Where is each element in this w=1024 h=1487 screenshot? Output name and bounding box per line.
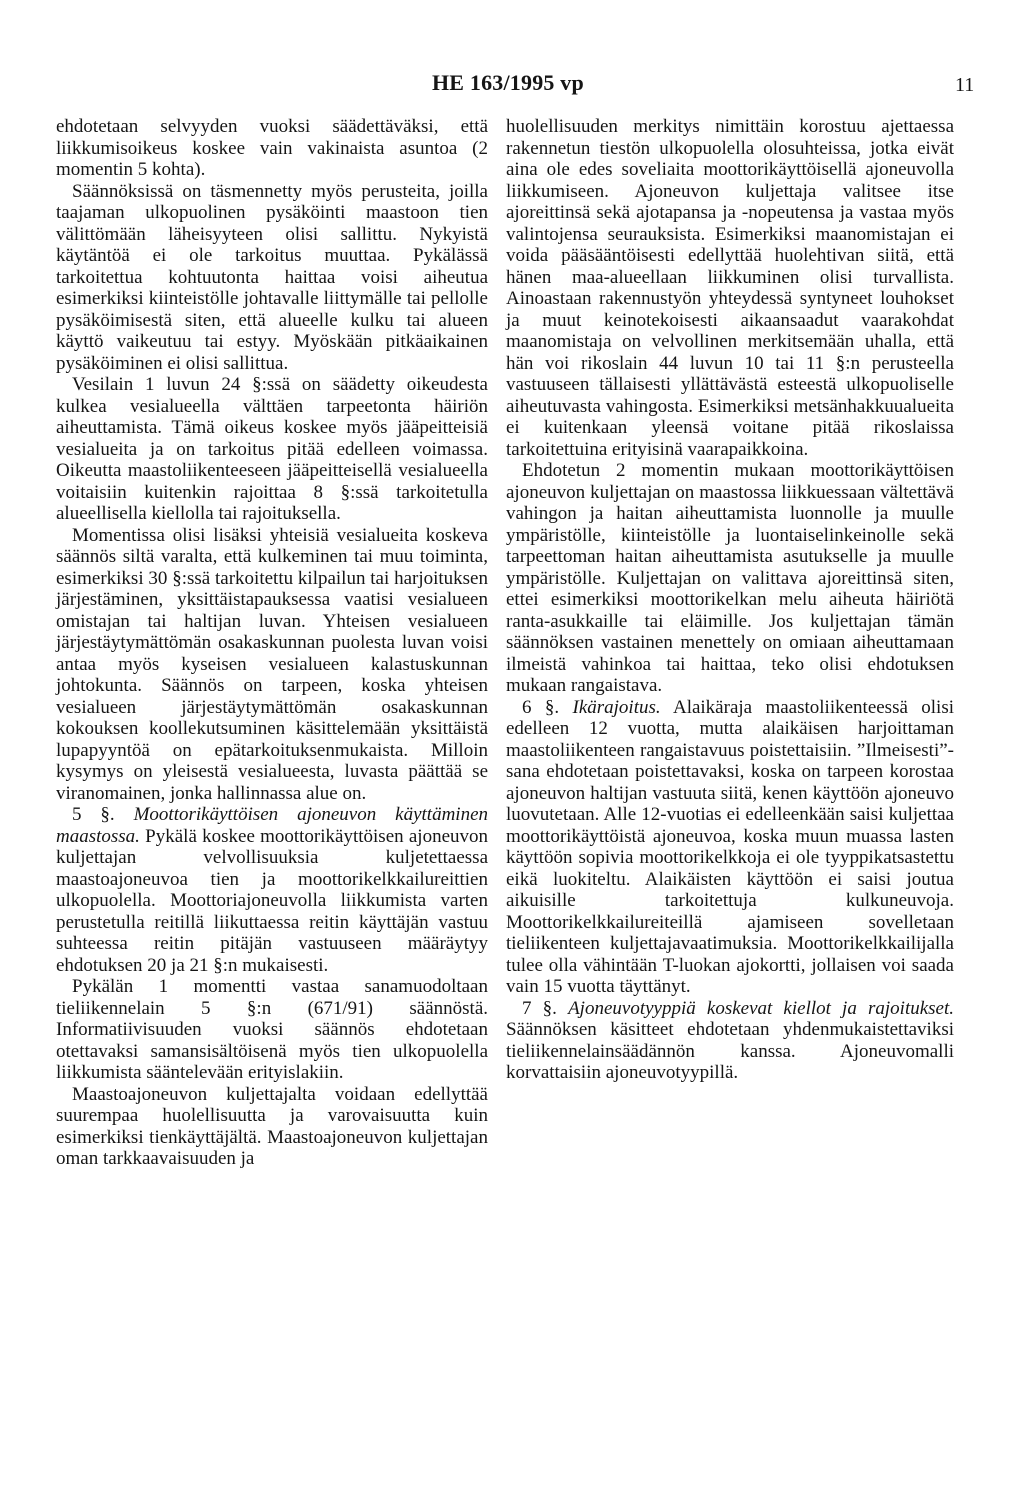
paragraph: ehdotetaan selvyyden vuoksi säädettäväksi, että liikkumisoikeus koskee vain vakinaista asuntoa (2 momentin 5 kohta).: [56, 116, 488, 180]
section-paragraph: [506, 697, 954, 998]
section-number: 5 §.: [72, 804, 115, 825]
section-text: Alaikäraja maastoliikenteessä olisi edelleen 12 vuotta, mutta alaikäisen harjoittaman maastoliikenteen rangaistavuus poistettaisiin. ”Ilmeisesti”-sana ehdotetaan poistettavaksi, koska on tarpeen korostaa ajoneuvon haltijan vastuuta siitä, kenen käyttöön ajoneuvo luovutetaan. Alle 12-vuotias ei edelleenkään saisi kuljettaa moottorikäyttöistä ajoneuvoa, koska muun muassa lasten käyttöön sopivia moottorikelkkoja ei ole tyyppikatsastettu eikä luokiteltu. Alaikäisten käyttöön ei saisi joutua aikuisille tarkoitettuja kulkuneuvoja. Moottorikelkkailureiteillä ajamiseen sovelletaan tieliikenteen kuljettajavaatimuksia. Moottorikelkkailijalla tulee olla vähintään T-luokan ajokortti, jollaisen voi saada vain 15 vuotta täyttänyt.: [506, 696, 955, 997]
section-paragraph: [506, 998, 954, 1084]
paragraph: Säännöksissä on täsmennetty myös perusteita, joilla taajaman ulkopuolinen pysäköinti maastoon tien välittömään läheisyyteen olisi sallittu. Nykyistä käytäntöä ei ole tarkoitus muuttaa. Pykälässä tarkoitettua kohtuutonta haittaa voisi aiheutua esimerkiksi kiinteistölle johtavalle liittymälle tai pellolle pysäköimisestä siten, että alueelle kulku tai alueen käyttö vaikeutuu tai estyy. Myöskään pitkäaikainen pysäköiminen ei olisi sallittua.: [56, 180, 488, 374]
section-number: 7 §.: [522, 997, 557, 1019]
section-paragraph: [56, 804, 488, 976]
paragraph: huolellisuuden merkitys nimittäin korostuu ajettaessa rakennetun tiestön ulkopuolella olosuhteissa, jotka eivät aina ole edes soveliaita moottorikäyttöisellä ajoneuvolla liikkumiseen. Ajoneuvon kuljettaja valitsee itse ajoreittinsä sekä ajotapansa ja -nopeutensa ja vastaa myös valintojensa seurauksista. Esimerkiksi maanomistajan ei voida pääsääntöisesti edellyttää huolehtivan siitä, että hänen maa-alueellaan liikkuminen olisi turvallista. Ainoastaan rakennustyön yhteydessä syntyneet louhokset ja muut keinotekoisesti aikaansaadut vaarakohdat maanomistaja on velvollinen merkitsemään uhalla, että hän voi rikoslain 44 luvun 10 tai 11 §:n perusteella vastuuseen tällaisesti yllättävästä esteestä ulkopuoliselle aiheutuvasta vahingosta. Esimerkiksi metsänhakkuualueita ei kuitenkaan yleensä voitane pitää rikoslaissa tarkoitettuina erityisinä vaarapaikkoina.: [506, 116, 954, 460]
paragraph: Vesilain 1 luvun 24 §:ssä on säädetty oikeudesta kulkea vesialueella välttäen tarpeetonta häiriön aiheuttamista. Tämä oikeus koskee myös jääpeitteisiä vesialueita ja on tarkoitus pitää edelleen voimassa. Oikeutta maastoliikenteeseen jääpeitteisellä vesialueella voitaisiin kuitenkin rajoittaa 8 §:ssä tarkoitetulla alueellisella kiellolla tai rajoituksella.: [56, 374, 488, 524]
paragraph: Ehdotetun 2 momentin mukaan moottorikäyttöisen ajoneuvon kuljettajan on maastossa liikkuessaan vältettävä vahingon ja haitan aiheuttamista luonnolle ja muulle ympäristölle, kiinteistölle ja luontaiselinkeinolle sekä tarpeettoman haitan aiheuttamista asutukselle ja muulle ympäristölle. Kuljettajan on valittava ajoreittinsä siten, ettei esimerkiksi moottorikelkan melu aiheuta häiriötä ranta-asukkaille tai eläimille. Jos kuljettajan tämän säännöksen vastainen menettely on omiaan aiheuttamaan ilmeistä vahinkoa tai haittaa, teko olisi ehdotuksen mukaan rangaistava.: [506, 460, 954, 696]
paragraph: Momentissa olisi lisäksi yhteisiä vesialueita koskeva säännös siltä varalta, että kulkeminen tai muu toiminta, esimerkiksi 30 §:ssä tarkoitettu kilpailun tai harjoituksen järjestäminen, yksittäistapauksessa vaatisi vesialueen omistajan tai haltijan luvan. Yhteisen vesialueen järjestäytymättömän osakaskunnan puolesta luvan voisi antaa myös kyseisen vesialueen kalastuskunnan johtokunta. Säännös on tarpeen, koska yhteisen vesialueen järjestäytymättömän osakaskunnan kokouksen koollekutsuminen käsittelemään yksittäistä lupapyyntöä on epätarkoituksenmukaista. Milloin kysymys on yleisestä vesialueesta, luvasta päättää se viranomainen, jonka hallinnassa alue on.: [56, 524, 488, 804]
section-text: Pykälä koskee moottorikäyttöisen ajoneuvon kuljettajan velvollisuuksia kuljetettaessa maastoajoneuvoa tien ja moottorikelkkailureittien ulkopuolella. Moottoriajoneuvolla liikkumista varten perustetulla reitillä liikuttaessa reitin käyttäjän vastuu suhteessa reitin pitäjän vastuuseen määräytyy ehdotuksen 20 ja 21 §:n mukaisesti.: [56, 825, 489, 976]
section-number: 6 §.: [522, 696, 560, 718]
paragraph: Pykälän 1 momentti vastaa sanamuodoltaan tieliikennelain 5 §:n (671/91) säännöstä. Informatiivisuuden vuoksi säännös ehdotetaan otettavaksi samansisältöisenä myös tien ulkopuolella liikkumista sääntelevään erityislakiin.: [56, 976, 488, 1083]
paragraph: Maastoajoneuvon kuljettajalta voidaan edellyttää suurempaa huolellisuutta ja varovaisuutta kuin esimerkiksi tienkäyttäjältä. Maastoajoneuvon kuljettajan oman tarkkaavaisuuden ja: [56, 1083, 488, 1169]
section-title: Ajoneuvotyyppiä koskevat kiellot ja rajoitukset.: [568, 997, 955, 1019]
right-column: [506, 116, 954, 1084]
document-id: HE 163/1995 vp: [432, 70, 584, 95]
section-title: Ikärajoitus.: [572, 696, 661, 718]
section-title: Moottorikäyttöisen ajoneuvon käyttäminen maastossa.: [56, 804, 489, 847]
section-text: Säännöksen käsitteet ehdotetaan yhdenmukaistettaviksi tieliikennelainsäädännön kanssa. Ajoneuvomalli korvattaisiin ajoneuvotyypillä.: [506, 1019, 954, 1083]
left-column: [56, 116, 488, 1170]
page-number: 11: [955, 74, 975, 96]
page-header: [0, 70, 1024, 100]
